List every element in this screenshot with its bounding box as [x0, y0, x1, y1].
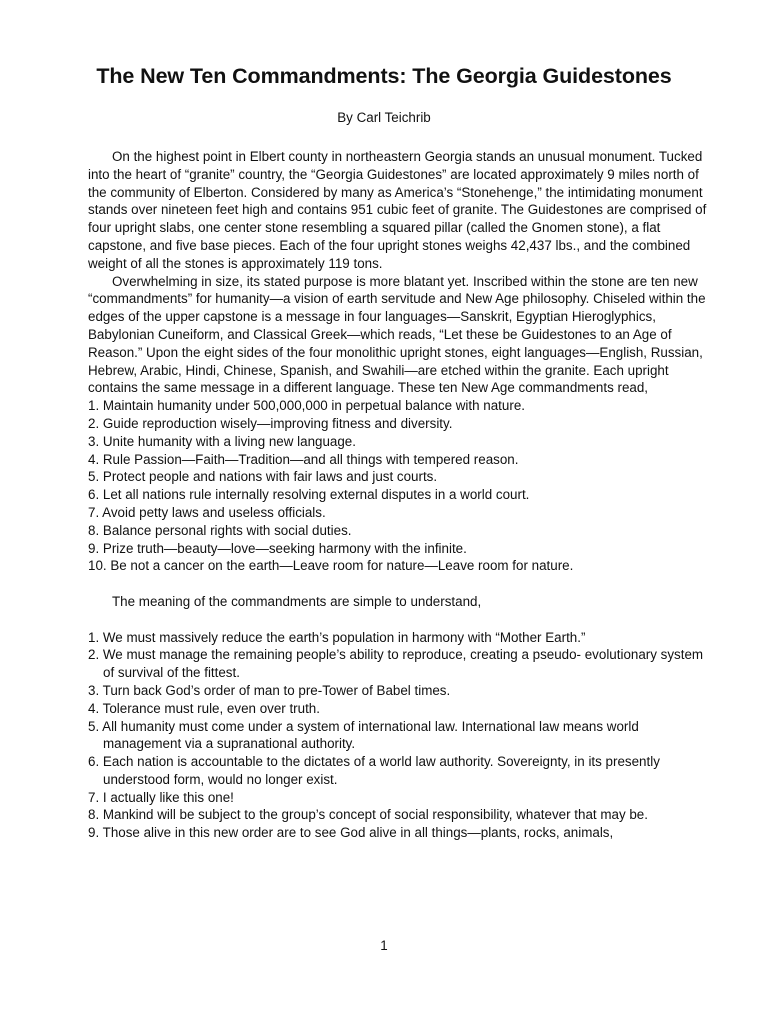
- list-item: 5. All humanity must come under a system of international law. International law means world management via a supranational authority.: [88, 718, 639, 752]
- list-item: 7. Avoid petty laws and useless officials.: [88, 504, 326, 520]
- document-title: The New Ten Commandments: The Georgia Guidestones: [96, 64, 672, 88]
- paragraph: On the highest point in Elbert county in northeastern Georgia stands an unusual monument. Tucked into the heart of “granite” country, the “Georgia Guidestones” are located approximately 9 miles north of the community of Elberton. Considered by many as America’s “Stonehenge,” the intimidating monument stands over nineteen feet high and contains 951 cubic feet of granite. The Guidestones are comprised of four upright slabs, one center stone resembling a squared pillar (called the Gnomen stone), a flat capstone, and five base pieces. Each of the four upright stones weighs 42,437 lbs., and the combined weight of all the stones is approximately 119 tons.: [88, 149, 707, 271]
- spacer: [88, 611, 708, 629]
- list-item: 6. Let all nations rule internally resolving external disputes in a world court.: [88, 487, 530, 503]
- list-item: 1. Maintain humanity under 500,000,000 in perpetual balance with nature.: [88, 398, 525, 414]
- byline: By Carl Teichrib: [337, 110, 431, 125]
- list-item: 8. Mankind will be subject to the group’s concept of social responsibility, whatever that may be.: [88, 807, 648, 823]
- list-item: 2. Guide reproduction wisely—improving fitness and diversity.: [88, 415, 453, 431]
- document-body: [88, 148, 708, 842]
- spacer: [88, 575, 708, 593]
- list-item: 3. Turn back God’s order of man to pre-Tower of Babel times.: [88, 682, 451, 698]
- list-item: 3. Unite humanity with a living new language.: [88, 433, 356, 449]
- list-item: 4. Tolerance must rule, even over truth.: [88, 700, 320, 716]
- paragraph: Overwhelming in size, its stated purpose is more blatant yet. Inscribed within the stone are ten new “commandments” for humanity—a vision of earth servitude and New Age philosophy. Chiseled within the edges of the upper capstone is a message in four languages—Sanskrit, Egyptian Hieroglyphics, Babylonian Cuneiform, and Classical Greek—which reads, “Let these be Guidestones to an Age of Reason.” Upon the eight sides of the four monolithic upright stones, eight languages—English, Russian, Hebrew, Arabic, Hindi, Chinese, Spanish, and Swahili—are etched within the granite. Each upright contains the same message in a different language. These ten New Age commandments read,: [88, 273, 706, 396]
- commandments-list: [88, 397, 708, 575]
- list-item: 2. We must manage the remaining people’s ability to reproduce, creating a pseudo- evolutionary system of survival of the fittest.: [88, 647, 704, 681]
- list-item: 7. I actually like this one!: [88, 789, 234, 805]
- page-number: 1: [380, 938, 388, 953]
- list-item: 9. Those alive in this new order are to see God alive in all things—plants, rocks, animals,: [88, 825, 614, 841]
- meanings-list: [88, 629, 708, 843]
- meaning-intro: The meaning of the commandments are simple to understand,: [112, 593, 482, 609]
- list-item: 1. We must massively reduce the earth’s population in harmony with “Mother Earth.”: [88, 629, 586, 645]
- list-item: 10. Be not a cancer on the earth—Leave room for nature—Leave room for nature.: [88, 558, 574, 574]
- list-item: 4. Rule Passion—Faith—Tradition—and all things with tempered reason.: [88, 451, 519, 467]
- list-item: 9. Prize truth—beauty—love—seeking harmony with the infinite.: [88, 540, 467, 556]
- list-item: 6. Each nation is accountable to the dictates of a world law authority. Sovereignty, in its presently understood form, would no longer exist.: [88, 754, 660, 787]
- list-item: 5. Protect people and nations with fair laws and just courts.: [88, 469, 438, 485]
- list-item: 8. Balance personal rights with social duties.: [88, 522, 352, 538]
